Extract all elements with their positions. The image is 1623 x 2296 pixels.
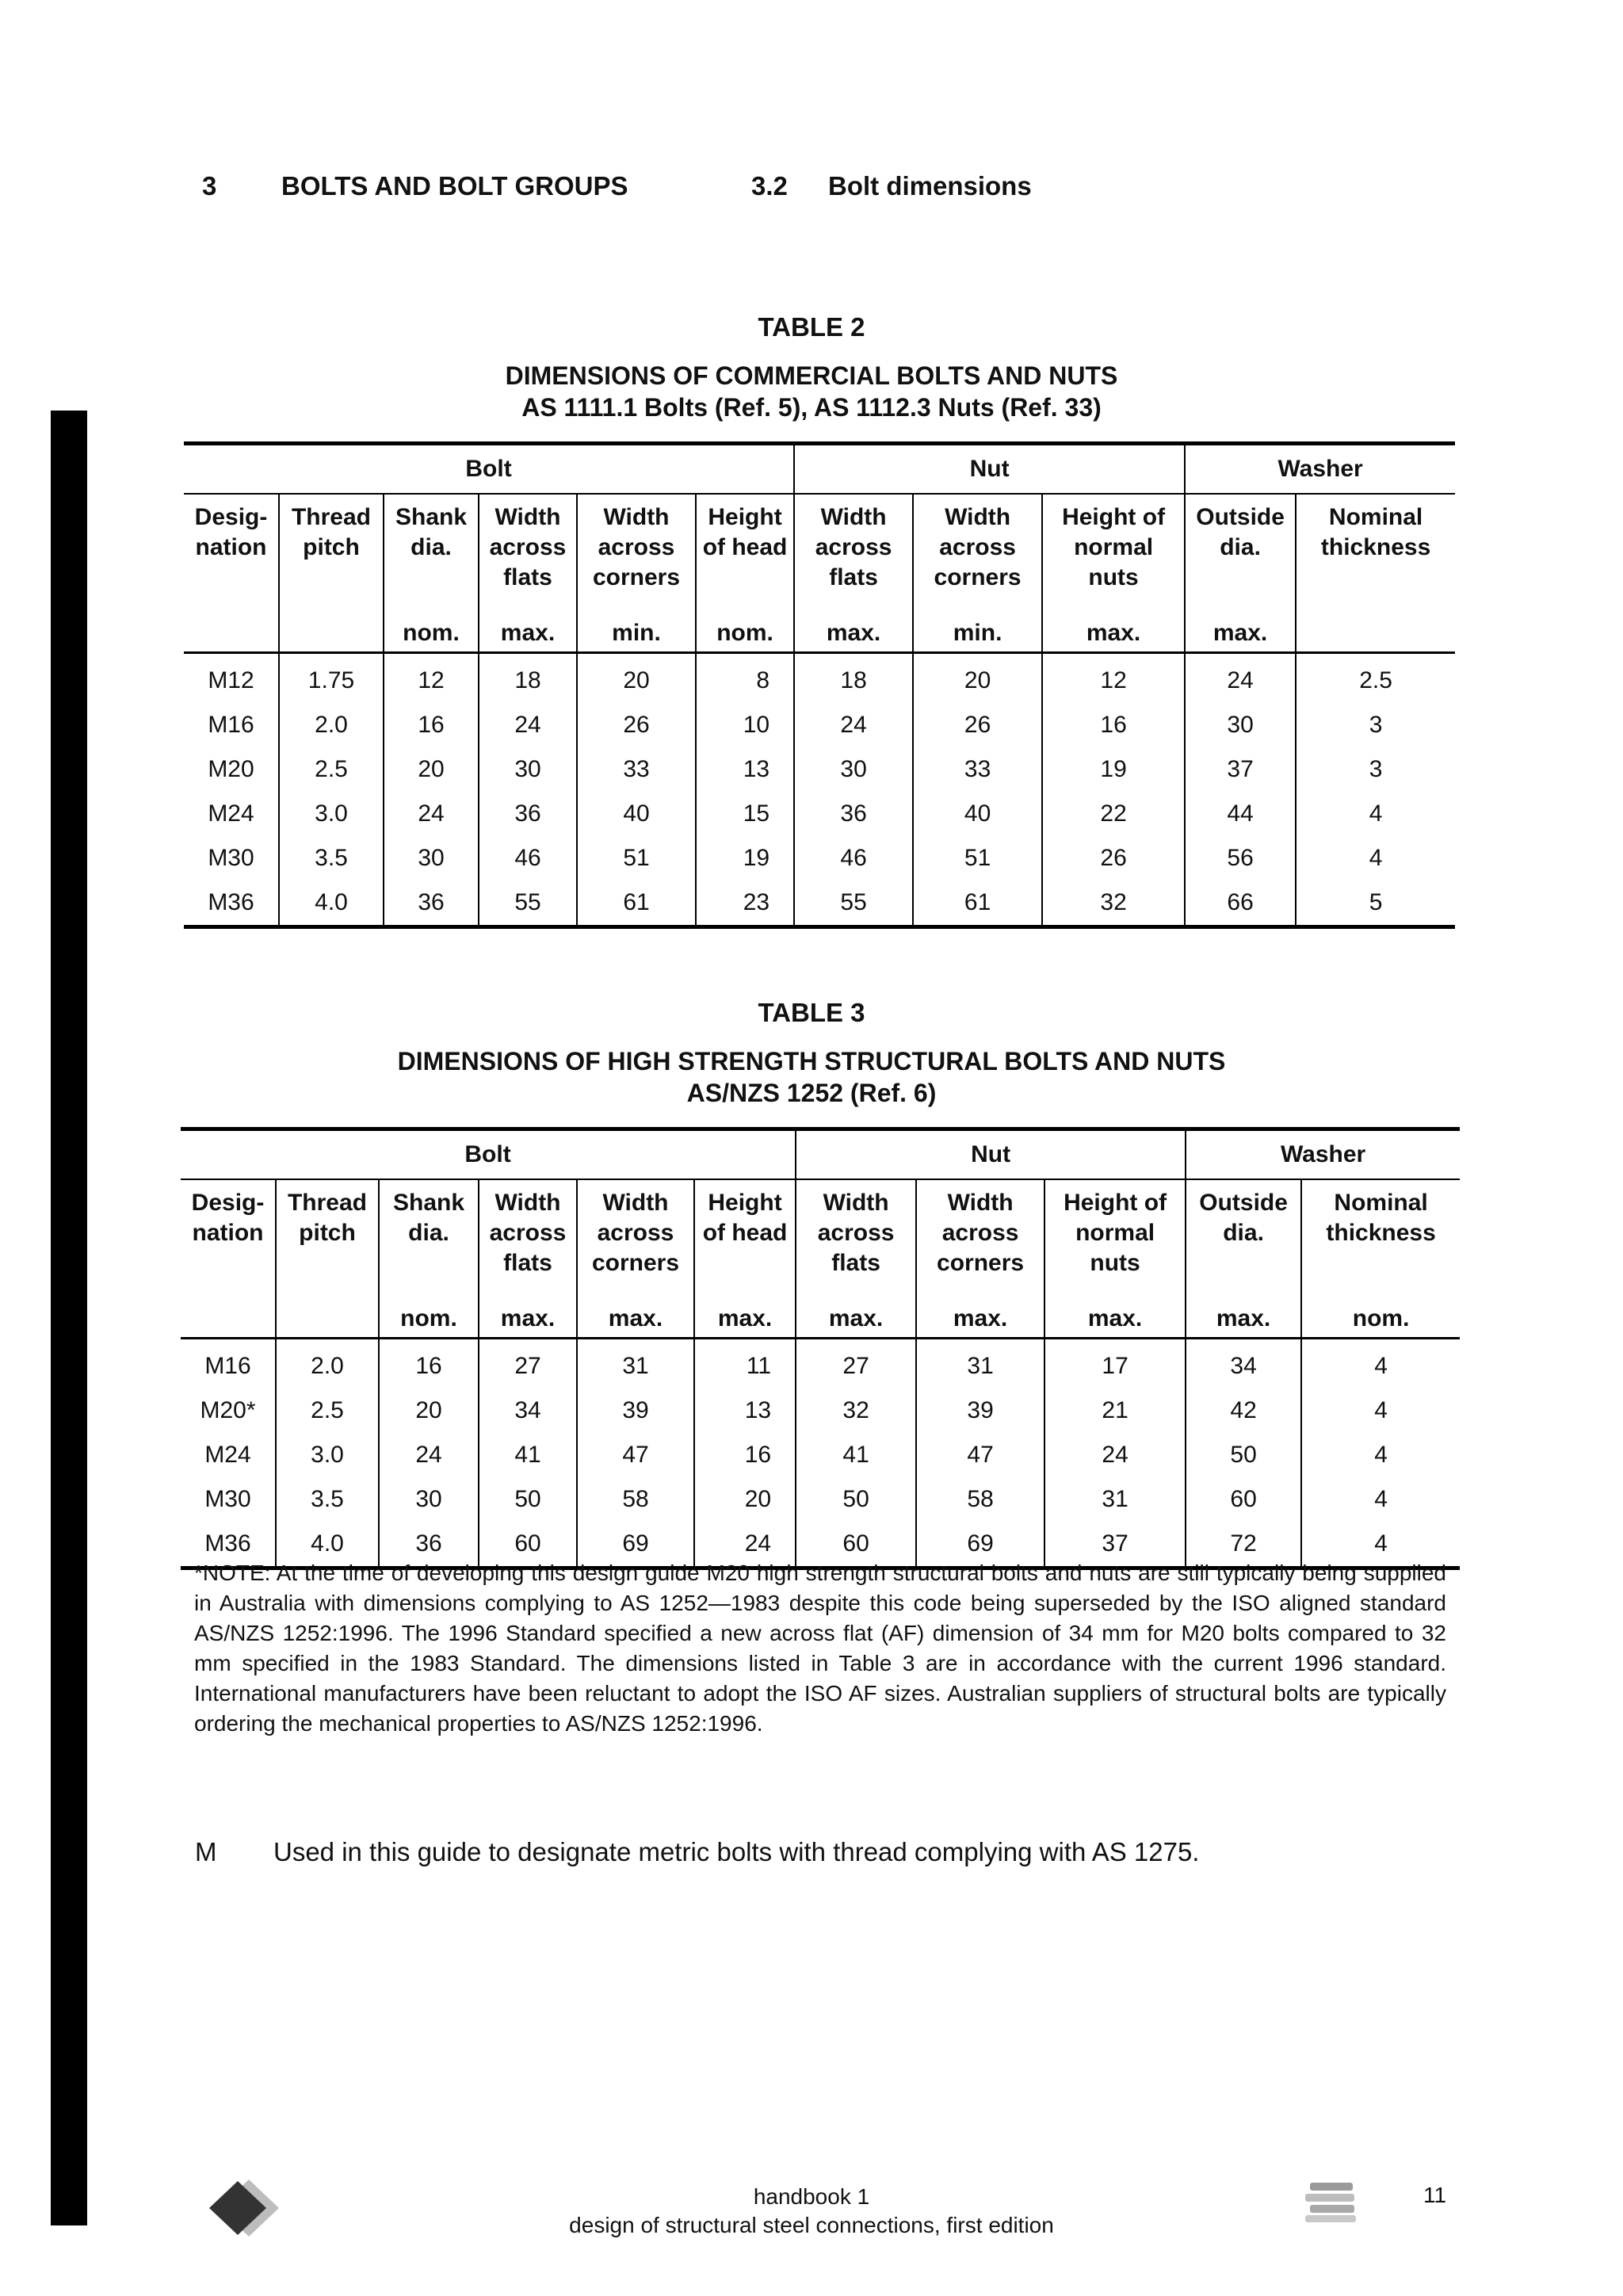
col-header-line: flats: [503, 564, 552, 590]
table-cell: 27: [796, 1339, 916, 1389]
table-cell: 46: [794, 836, 913, 881]
table-cell: 17: [1044, 1339, 1186, 1389]
table-cell: M16: [204, 1353, 251, 1379]
table-cell: 42: [1186, 1389, 1301, 1433]
table-cell: 2.5: [1296, 653, 1455, 704]
table-cell: 39: [916, 1389, 1044, 1433]
table-cell: 12: [384, 653, 479, 704]
table-cell: 61: [913, 881, 1042, 927]
table-cell: 60: [479, 1522, 577, 1568]
table-cell: M36: [184, 881, 279, 927]
table-cell: 24: [384, 792, 479, 836]
table2-body: [184, 653, 1455, 927]
col-header-line: Shank: [392, 1190, 465, 1216]
col-header-line: dia.: [1220, 534, 1261, 560]
table-cell: 39: [577, 1389, 694, 1433]
col-header-line: flats: [829, 564, 878, 590]
table-cell: 36: [794, 792, 913, 836]
table-cell: 41: [479, 1433, 577, 1477]
table-cell: 20: [384, 747, 479, 792]
col-header: [1296, 494, 1455, 613]
table-cell: 16: [694, 1433, 796, 1477]
table-cell: 58: [577, 1477, 694, 1522]
col-header: [181, 1179, 276, 1299]
table2-subtitle: AS 1111.1 Bolts (Ref. 5), AS 1112.3 Nuts (Ref. 33): [521, 393, 1102, 422]
table-cell: M30: [204, 1486, 251, 1512]
col-header-line: across: [815, 534, 892, 560]
table-cell: 18: [479, 653, 577, 704]
col-header-line: flats: [503, 1250, 552, 1276]
col-header-line: Width: [602, 1190, 669, 1216]
unit-label: min.: [577, 613, 696, 653]
table-row: [184, 747, 1455, 792]
table-cell: M24: [204, 1442, 251, 1468]
table-cell: 23: [696, 881, 794, 927]
col-header: [184, 494, 279, 613]
table-cell: 13: [696, 747, 794, 792]
table-cell: 4: [1301, 1433, 1460, 1477]
table-cell: 2.5: [279, 747, 384, 792]
table-cell: 32: [796, 1389, 916, 1433]
col-header-line: across: [489, 534, 567, 560]
col-header: [384, 494, 479, 613]
table-cell: 21: [1044, 1389, 1186, 1433]
table2-group-row: [184, 444, 1455, 495]
table-cell: 36: [384, 881, 479, 927]
table-cell: 55: [794, 881, 913, 927]
table-cell: 40: [577, 792, 696, 836]
table-cell: 11: [694, 1339, 796, 1389]
col-header-line: Desig-: [194, 504, 268, 530]
unit-label: max.: [1186, 1299, 1301, 1339]
col-header-line: nuts: [1088, 564, 1139, 590]
col-header-line: normal: [1075, 1220, 1155, 1246]
table-cell: 15: [696, 792, 794, 836]
table3-heading: [0, 998, 1623, 1109]
table-cell: M30: [208, 845, 254, 871]
table-cell: 3.5: [279, 836, 384, 881]
unit-label: max.: [796, 1299, 916, 1339]
table-cell: 36: [479, 792, 577, 836]
unit-label: min.: [913, 613, 1042, 653]
table3-group-row: [181, 1129, 1460, 1180]
chapter-number: 3: [202, 171, 217, 201]
col-header-line: Height of: [1062, 504, 1166, 530]
table-cell: M36: [181, 1522, 276, 1568]
col-header-line: across: [489, 1220, 567, 1246]
table-cell: 4: [1301, 1339, 1460, 1389]
table-cell: 3.5: [276, 1477, 379, 1522]
table-cell: 69: [916, 1522, 1044, 1568]
section-title: Bolt dimensions: [828, 171, 1032, 201]
table-cell: 4: [1296, 836, 1455, 881]
group-nut: Nut: [794, 444, 1185, 495]
table-cell: 61: [577, 881, 696, 927]
table3-title: DIMENSIONS OF HIGH STRENGTH STRUCTURAL BOLTS AND NUTS: [397, 1047, 1226, 1075]
table-cell: 24: [794, 703, 913, 747]
table2-label: TABLE 2: [758, 312, 865, 342]
table-cell: 20: [577, 653, 696, 704]
footer-handbook: handbook 1: [753, 2184, 870, 2209]
table-cell: 66: [1185, 881, 1296, 927]
col-header-line: Shank: [395, 504, 468, 530]
table-cell: 2.5: [276, 1389, 379, 1433]
col-header-line: flats: [831, 1250, 880, 1276]
col-header: [1044, 1179, 1186, 1299]
col-header-line: of head: [702, 1220, 788, 1246]
col-header: [577, 1179, 694, 1299]
table-cell: 5: [1296, 881, 1455, 927]
table-cell: 3: [1296, 703, 1455, 747]
table-cell: 22: [1042, 792, 1185, 836]
page-number: 11: [1423, 2183, 1447, 2207]
group-washer: Washer: [1186, 1129, 1460, 1180]
table-row: [184, 653, 1455, 704]
table-cell: 12: [1042, 653, 1185, 704]
group-bolt: Bolt: [181, 1129, 796, 1180]
col-header-line: Width: [947, 1190, 1014, 1216]
table-cell: 3.0: [276, 1433, 379, 1477]
table-cell: 4: [1301, 1477, 1460, 1522]
unit-label: nom.: [1301, 1299, 1460, 1339]
unit-label: max.: [1185, 613, 1296, 653]
table-cell: 31: [577, 1339, 694, 1389]
table-cell: 30: [1185, 703, 1296, 747]
table-cell: 47: [577, 1433, 694, 1477]
table-cell: 18: [794, 653, 913, 704]
table-cell: 50: [479, 1477, 577, 1522]
table-cell: 4: [1301, 1522, 1460, 1568]
table-cell: 46: [479, 836, 577, 881]
col-header: [479, 1179, 577, 1299]
table-cell: 16: [379, 1339, 479, 1389]
table-cell: M20: [208, 756, 254, 782]
table-cell: M12: [208, 667, 254, 693]
table-cell: 34: [1186, 1339, 1301, 1389]
col-header-line: across: [941, 1220, 1019, 1246]
chapter-title: BOLTS AND BOLT GROUPS: [281, 171, 628, 201]
table3-units-row: [181, 1299, 1460, 1339]
table-cell: 4.0: [276, 1522, 379, 1568]
table-cell: 19: [1042, 747, 1185, 792]
table-cell: 72: [1186, 1522, 1301, 1568]
table-cell: 19: [696, 836, 794, 881]
unit-label: [1296, 613, 1455, 653]
col-header-line: across: [939, 534, 1016, 560]
table-cell: 47: [916, 1433, 1044, 1477]
table-cell: 24: [479, 703, 577, 747]
table-cell: 24: [1185, 653, 1296, 704]
table-cell: 33: [913, 747, 1042, 792]
col-header: [479, 494, 577, 613]
unit-label: [184, 613, 279, 653]
table-cell: 44: [1185, 792, 1296, 836]
group-washer: Washer: [1185, 444, 1455, 495]
table-cell: 24: [379, 1433, 479, 1477]
unit-label: max.: [577, 1299, 694, 1339]
table3-label: TABLE 3: [758, 998, 865, 1027]
col-header-line: Width: [495, 504, 561, 530]
col-header-line: nation: [195, 534, 267, 560]
table-row: [181, 1339, 1460, 1389]
col-header-line: Nominal: [1328, 504, 1423, 530]
table-cell: 41: [796, 1433, 916, 1477]
table3-subtitle: AS/NZS 1252 (Ref. 6): [686, 1079, 937, 1107]
table-cell: 4.0: [279, 881, 384, 927]
group-nut: Nut: [796, 1129, 1186, 1180]
table2-units-row: [184, 613, 1455, 653]
table-cell: 26: [913, 703, 1042, 747]
table-cell: 24: [694, 1522, 796, 1568]
table-cell: 37: [1185, 747, 1296, 792]
col-header-line: Width: [820, 504, 887, 530]
section-number: 3.2: [751, 171, 788, 201]
table2: [184, 441, 1455, 929]
table-cell: 1.75: [279, 653, 384, 704]
table-cell: 2.0: [279, 703, 384, 747]
col-header-line: Width: [945, 504, 1011, 530]
col-header-line: pitch: [303, 534, 360, 560]
col-header: [379, 1179, 479, 1299]
table-cell: 30: [794, 747, 913, 792]
table-cell: 51: [577, 836, 696, 881]
col-header-line: dia.: [1223, 1220, 1264, 1246]
col-header-line: thickness: [1326, 1220, 1436, 1246]
unit-label: nom.: [384, 613, 479, 653]
col-header-line: Thread: [291, 504, 372, 530]
unit-label: [279, 613, 384, 653]
table-cell: 60: [796, 1522, 916, 1568]
table-cell: 37: [1044, 1522, 1186, 1568]
table-cell: 33: [577, 747, 696, 792]
unit-label: max.: [1044, 1299, 1186, 1339]
col-header-line: Nominal: [1334, 1190, 1428, 1216]
table-cell: 50: [796, 1477, 916, 1522]
page-edge-bar: [51, 411, 87, 2225]
table-cell: 32: [1042, 881, 1185, 927]
col-header: [694, 1179, 796, 1299]
table-cell: 26: [1042, 836, 1185, 881]
table-cell: 60: [1186, 1477, 1301, 1522]
col-header-line: Height of: [1064, 1190, 1167, 1216]
table-cell: 50: [1186, 1433, 1301, 1477]
table-cell: 30: [479, 747, 577, 792]
table2-heading: [0, 312, 1623, 423]
unit-label: max.: [916, 1299, 1044, 1339]
col-header-line: across: [817, 1220, 895, 1246]
col-header-line: of head: [702, 534, 788, 560]
table-cell: 20: [379, 1389, 479, 1433]
col-header-line: across: [597, 1220, 674, 1246]
table3-body: [181, 1339, 1460, 1568]
unit-label: nom.: [696, 613, 794, 653]
table-cell: 16: [1042, 703, 1185, 747]
steel-sections-icon: [1304, 2179, 1359, 2224]
table-cell: M20*: [200, 1397, 256, 1423]
table3-note: *NOTE: At the time of developing this design guide M20 high strength structural bolts and nuts are still typically being supplied in Australia with dimensions complying to AS 1252—1983 despite this code being superseded by the ISO aligned standard AS/NZS 1252:1996. The 1996 Standard specified a new across flat (AF) dimension of 34 mm for M20 bolts compared to 32 mm specified in the 1983 Standard. The dimensions listed in Table 3 are in accordance with the current 1996 standard. International manufacturers have been reluctant to adopt the ISO AF sizes. Australian suppliers of structural bolts are typically ordering the mechanical properties to AS/NZS 1252:1996.: [194, 1561, 1446, 1736]
table2-header-row: [184, 494, 1455, 613]
unit-label: max.: [794, 613, 913, 653]
footer: [0, 2183, 1623, 2240]
table-cell: 16: [384, 703, 479, 747]
table-cell: M16: [208, 712, 254, 738]
table-cell: 58: [916, 1477, 1044, 1522]
definition-symbol: M: [195, 1837, 217, 1866]
unit-label: max.: [1042, 613, 1185, 653]
table-row: [184, 836, 1455, 881]
table-cell: 51: [913, 836, 1042, 881]
footer-edition: design of structural steel connections, first edition: [569, 2213, 1054, 2237]
unit-label: [276, 1299, 379, 1339]
table-cell: 40: [913, 792, 1042, 836]
table-cell: 8: [696, 653, 794, 704]
table-cell: 20: [913, 653, 1042, 704]
col-header-line: Outside: [1196, 504, 1285, 530]
table-cell: 69: [577, 1522, 694, 1568]
col-header-line: pitch: [299, 1220, 356, 1246]
table-cell: 31: [916, 1339, 1044, 1389]
col-header: [577, 494, 696, 613]
table-cell: 3: [1296, 747, 1455, 792]
col-header-line: Desig-: [191, 1190, 265, 1216]
table-cell: 4: [1301, 1389, 1460, 1433]
table-cell: 27: [479, 1339, 577, 1389]
col-header-line: thickness: [1320, 534, 1431, 560]
unit-label: max.: [479, 1299, 577, 1339]
col-header-line: normal: [1074, 534, 1154, 560]
col-header: [1301, 1179, 1460, 1299]
col-header-line: Outside: [1199, 1190, 1288, 1216]
col-header: [696, 494, 794, 613]
col-header-line: across: [598, 534, 675, 560]
col-header-line: dia.: [408, 1220, 449, 1246]
col-header: [913, 494, 1042, 613]
col-header: [1185, 494, 1296, 613]
table3-header-row: [181, 1179, 1460, 1299]
table-cell: 4: [1296, 792, 1455, 836]
table-cell: 13: [694, 1389, 796, 1433]
col-header-line: nation: [192, 1220, 264, 1246]
table-row: [184, 703, 1455, 747]
col-header: [796, 1179, 916, 1299]
unit-label: max.: [694, 1299, 796, 1339]
table-cell: 2.0: [276, 1339, 379, 1389]
table-cell: 24: [1044, 1433, 1186, 1477]
col-header: [916, 1179, 1044, 1299]
col-header: [276, 1179, 379, 1299]
table-cell: 3.0: [279, 792, 384, 836]
col-header-line: Height: [708, 504, 782, 530]
table-cell: 56: [1185, 836, 1296, 881]
col-header-line: corners: [937, 1250, 1025, 1276]
table-cell: M24: [208, 800, 254, 827]
col-header-line: corners: [591, 1250, 680, 1276]
col-header-line: Height: [708, 1190, 782, 1216]
col-header-line: Width: [603, 504, 670, 530]
table-cell: 26: [577, 703, 696, 747]
table-row: [184, 881, 1455, 927]
col-header-line: nuts: [1090, 1250, 1140, 1276]
table-cell: 36: [379, 1522, 479, 1568]
col-header: [279, 494, 384, 613]
unit-label: nom.: [379, 1299, 479, 1339]
table-cell: 10: [696, 703, 794, 747]
col-header: [794, 494, 913, 613]
col-header-line: corners: [934, 564, 1022, 590]
col-header-line: Thread: [287, 1190, 368, 1216]
table-row: [184, 792, 1455, 836]
table-row: [181, 1433, 1460, 1477]
table3: [181, 1127, 1460, 1570]
col-header: [1042, 494, 1185, 613]
table2-title: DIMENSIONS OF COMMERCIAL BOLTS AND NUTS: [505, 361, 1118, 390]
col-header-line: corners: [592, 564, 681, 590]
table-row: [181, 1389, 1460, 1433]
table-cell: 55: [479, 881, 577, 927]
table-cell: 30: [384, 836, 479, 881]
table-cell: 34: [479, 1389, 577, 1433]
col-header: [1186, 1179, 1301, 1299]
table-cell: 31: [1044, 1477, 1186, 1522]
table-cell: 30: [379, 1477, 479, 1522]
table-cell: 20: [694, 1477, 796, 1522]
table-row: [181, 1477, 1460, 1522]
col-header-line: Width: [495, 1190, 561, 1216]
unit-label: [181, 1299, 276, 1339]
definition-text: Used in this guide to designate metric bolts with thread complying with AS 1275.: [273, 1837, 1200, 1866]
unit-label: max.: [479, 613, 577, 653]
col-header-line: Width: [823, 1190, 889, 1216]
group-bolt: Bolt: [184, 444, 794, 495]
col-header-line: dia.: [411, 534, 452, 560]
